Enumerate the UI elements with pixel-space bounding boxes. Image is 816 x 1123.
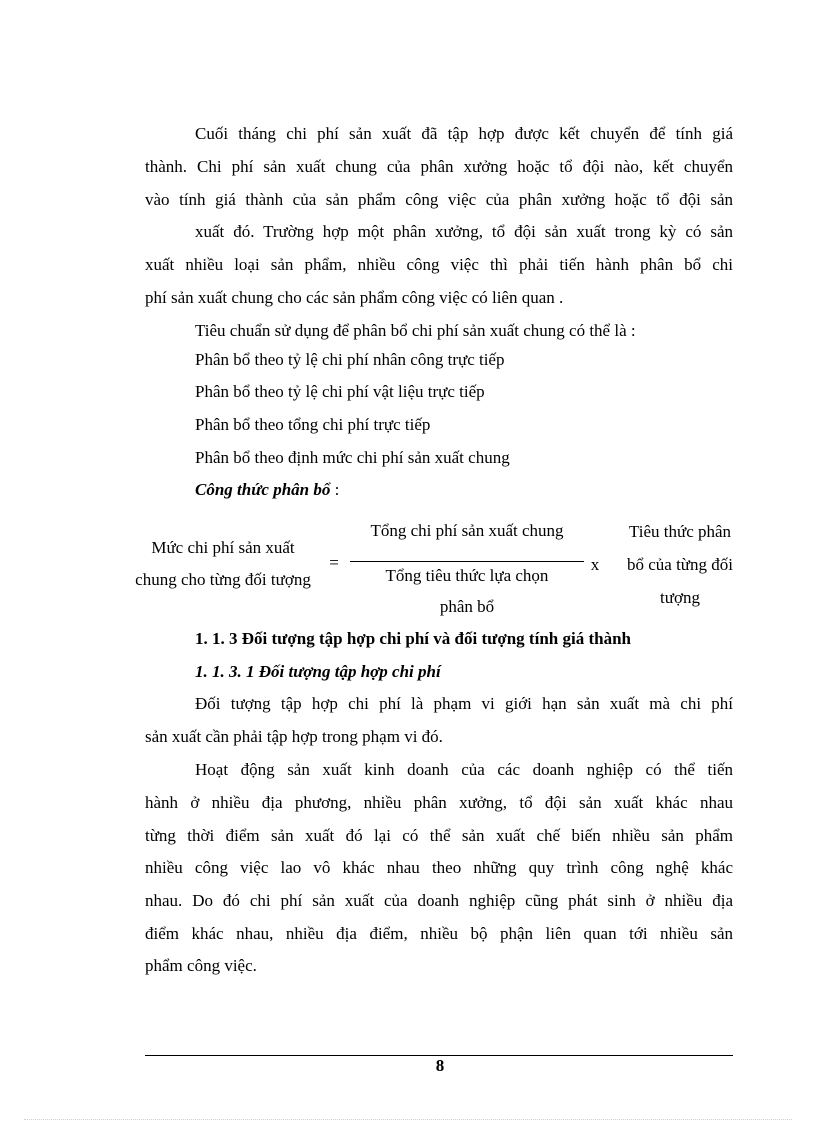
criteria-item: Phân bổ theo tổng chi phí trực tiếp <box>195 415 431 434</box>
text-line: phẩm công việc. <box>145 956 257 975</box>
text-line: phí sản xuất chung cho các sản phẩm công việc có liên quan . <box>145 288 564 307</box>
section-heading: 1. 1. 3 Đối tượng tập hợp chi phí và đối tượng tính giá thành <box>195 629 631 648</box>
formula-fraction-bar <box>350 561 584 562</box>
text-line: thành. Chi phí sản xuất chung của phân xưởng hoặc tổ đội nào, kết chuyển <box>145 157 733 176</box>
formula-heading-suffix: : <box>330 480 340 499</box>
text-line: xuất nhiều loại sản phẩm, nhiều công việc thì phải tiến hành phân bổ chi <box>145 255 733 274</box>
text-line: Cuối tháng chi phí sản xuất đã tập hợp được kết chuyển để tính giá <box>195 124 733 143</box>
formula-heading-text: Công thức phân bổ <box>195 480 331 499</box>
formula-denominator-line-1: Tổng tiêu thức lựa chọn <box>385 566 549 585</box>
criteria-item: Phân bổ theo tỷ lệ chi phí vật liệu trực tiếp <box>195 382 485 401</box>
page-bottom-edge <box>24 1119 792 1120</box>
text-line: từng thời điểm sản xuất đó lại có thể sản xuất chế biến nhiều sản phẩm <box>145 826 733 845</box>
formula-right-line-2: bổ của từng đối <box>626 555 733 574</box>
formula-left-line-1: Mức chi phí sản xuất <box>151 538 295 557</box>
text-line: nhau. Do đó chi phí sản xuất của doanh nghiệp cũng phát sinh ở nhiều địa <box>145 891 733 910</box>
formula-times-sign: x <box>590 555 600 574</box>
criteria-item: Phân bổ theo định mức chi phí sản xuất chung <box>195 448 510 467</box>
criteria-intro: Tiêu chuẩn sử dụng để phân bổ chi phí sản xuất chung có thể là : <box>195 321 636 340</box>
text-line: sản xuất cần phải tập hợp trong phạm vi đó. <box>145 727 443 746</box>
formula-right-line-1: Tiêu thức phân <box>628 522 732 541</box>
subsection-heading: 1. 1. 3. 1 Đối tượng tập hợp chi phí <box>195 662 441 681</box>
text-line: nhiều công việc lao vô khác nhau theo những quy trình công nghệ khác <box>145 858 733 877</box>
page-number: 8 <box>435 1056 445 1075</box>
text-line: xuất đó. Trường hợp một phân xưởng, tổ đội sản xuất trong kỳ có sản <box>195 222 733 241</box>
formula-denominator-line-2: phân bổ <box>439 597 495 616</box>
formula-numerator: Tổng chi phí sản xuất chung <box>370 521 564 540</box>
formula-left-line-2: chung cho từng đối tượng <box>135 570 311 589</box>
formula-heading <box>195 480 339 500</box>
formula-equals-sign: = <box>329 553 339 572</box>
text-line: vào tính giá thành của sản phẩm công việc của phân xưởng hoặc tổ đội sản <box>145 190 733 209</box>
formula-right-line-3: tượng <box>660 588 700 607</box>
text-line: điểm khác nhau, nhiều địa điểm, nhiều bộ phận liên quan tới nhiều sản <box>145 924 733 943</box>
text-line: Hoạt động sản xuất kinh doanh của các doanh nghiệp có thể tiến <box>195 760 733 779</box>
text-line: hành ở nhiều địa phương, nhiều phân xưởng, tổ đội sản xuất khác nhau <box>145 793 733 812</box>
criteria-item: Phân bổ theo tỷ lệ chi phí nhân công trực tiếp <box>195 350 505 369</box>
text-line: Đối tượng tập hợp chi phí là phạm vi giới hạn sản xuất mà chi phí <box>195 694 733 713</box>
